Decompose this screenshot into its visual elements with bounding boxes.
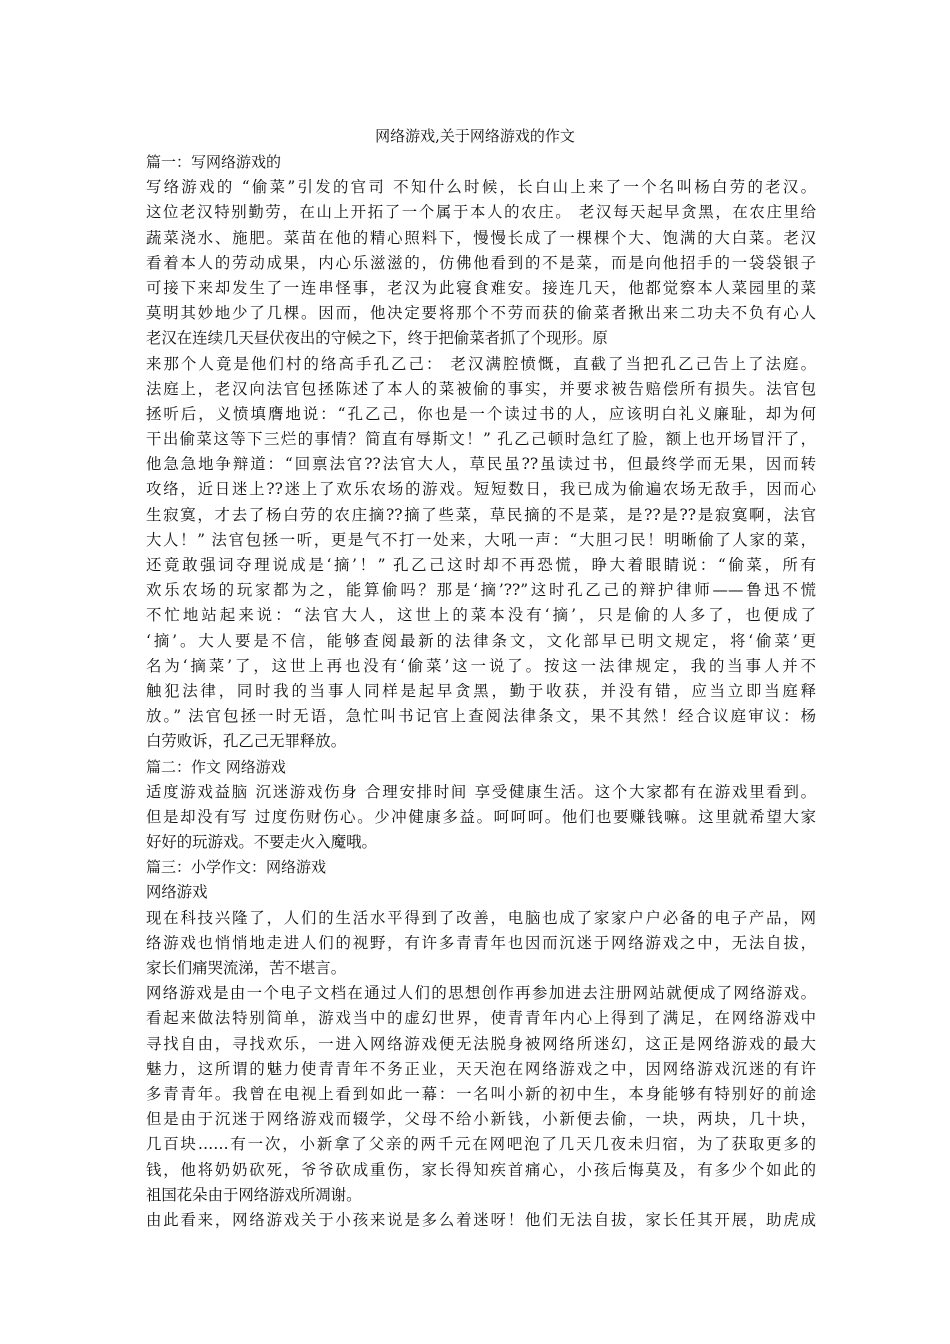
text-line: 网络游戏 — [146, 883, 208, 902]
text-line: 白劳败诉，孔乙己无罪释放。 — [146, 732, 347, 751]
text-line: 适度游戏益脑 沉迷游戏伤身 合理安排时间 享受健康生活。这个大家都有在游戏里看到。 — [146, 782, 816, 801]
text-line: 大人！” 法官包拯一听，更是气不打一处来，大吼一声：“大胆刁民！明晰偷了人家的菜， — [146, 530, 816, 549]
text-line: 蔬菜浇水、施肥。菜苗在他的精心照料下，慢慢长成了一棵棵个大、饱满的大白菜。老汉 — [146, 228, 816, 247]
text-line: 多青青年。我曾在电视上看到如此一幕：一名叫小新的初中生，本身能够有特别好的前途 — [146, 1084, 816, 1103]
text-line: 触犯法律，同时我的当事人同样是起早贪黑，勤于收获，并没有错，应当立即当庭释 — [146, 681, 816, 700]
text-line: 看起来做法特别简单，游戏当中的虚幻世界，使青青年内心上得到了满足，在网络游戏中 — [146, 1009, 816, 1028]
document-title: 网络游戏,关于网络游戏的作文 — [375, 127, 575, 145]
text-line: 络游戏也悄悄地走进人们的视野，有许多青青年也因而沉迷于网络游戏之中，无法自拔， — [146, 933, 816, 952]
text-line: 来那个人竟是他们村的络高手孔乙己： 老汉满腔愤慨，直截了当把孔乙己告上了法庭。 — [146, 354, 816, 373]
text-line: 可接下来却发生了一连串怪事，老汉为此寝食难安。接连几天，他都觉察本人菜园里的菜 — [146, 278, 816, 297]
text-line: 钱，他将奶奶砍死，爷爷砍成重伤，家长得知疾首痛心，小孩后悔莫及，有多少个如此的 — [146, 1160, 816, 1179]
text-line: 老汉在连续几天昼伏夜出的守候之下，终于把偷菜者抓了个现形。原 — [146, 329, 608, 348]
text-line: 欢乐农场的玩家都为之，能算偷吗？那是‘摘’??”这时孔乙己的辩护律师——鲁迅不慌 — [146, 581, 816, 600]
text-line: 寻找自由，寻找欢乐，一进入网络游戏便无法脱身被网络所迷幻，这正是网络游戏的最大 — [146, 1034, 816, 1053]
text-line: ‘摘’。大人要是不信，能够查阅最新的法律条文，文化部早已明文规定，将‘偷菜’更 — [146, 631, 816, 650]
text-line: 他急急地争辩道：“回禀法官??法官大人，草民虽??虽读过书，但最终学而无果，因而转 — [146, 455, 816, 474]
text-line: 干出偷菜这等下三烂的事情？简直有辱斯文！” 孔乙己顿时急红了脸，额上也开场冒汗了， — [146, 430, 816, 449]
text-line: 祖国花朵由于网络游戏所凋谢。 — [146, 1185, 362, 1204]
text-line: 由此看来，网络游戏关于小孩来说是多么着迷呀！他们无法自拔，家长任其开展，助虎成 — [146, 1210, 816, 1229]
text-line: 还竟敢强词夺理说成是‘摘’！” 孔乙己这时却不再恐慌，睁大着眼睛说：“偷菜，所有 — [146, 556, 816, 574]
text-line: 好好的玩游戏。不要走火入魔哦。 — [146, 833, 377, 852]
text-line: 法庭上，老汉向法官包拯陈述了本人的菜被偷的事实，并要求被告赔偿所有损失。法官包 — [146, 379, 816, 398]
text-line: 网络游戏是由一个电子文档在通过人们的思想创作再参加进去注册网站就便成了网络游戏。 — [146, 984, 816, 1003]
section-heading: 篇三：小学作文：网络游戏 — [146, 858, 327, 877]
section-heading: 篇一：写网络游戏的 — [146, 153, 282, 171]
text-line: 现在科技兴隆了，人们的生活水平得到了改善，电脑也成了家家户户必备的电子产品，网 — [146, 908, 816, 927]
text-line: 生寂寞，才去了杨白劳的农庄摘??摘了些菜，草民摘的不是菜，是??是??是寂寞啊，法官 — [146, 505, 816, 524]
text-line: 放。” 法官包拯一时无语，急忙叫书记官上查阅法律条文，果不其然！经合议庭审议：杨 — [146, 707, 816, 726]
text-line: 看着本人的劳动成果，内心乐滋滋的，仿佛他看到的不是菜，而是向他招手的一袋袋银子 — [146, 253, 816, 272]
text-line: 几百块……有一次，小新拿了父亲的两千元在网吧泡了几天几夜未归宿，为了获取更多的 — [146, 1135, 816, 1154]
document-body — [146, 150, 816, 1233]
text-line: 写络游戏的 “偷菜”引发的官司 不知什么时候，长白山上来了一个名叫杨白劳的老汉。 — [146, 178, 816, 197]
text-line: 这位老汉特别勤劳，在山上开拓了一个属于本人的农庄。 老汉每天起早贪黑，在农庄里给 — [146, 203, 816, 222]
text-line: 不忙地站起来说：“法官大人，这世上的菜本没有‘摘’，只是偷的人多了，也便成了 — [146, 606, 816, 625]
text-line: 拯听后，义愤填膺地说：“孔乙己，你也是一个读过书的人，应该明白礼义廉耻，却为何 — [146, 404, 816, 423]
text-line: 莫明其妙地少了几棵。因而，他决定要将那个不劳而获的偷菜者揪出来二功夫不负有心人 — [146, 304, 816, 323]
text-line: 家长们痛哭流涕，苦不堪言。 — [146, 959, 347, 977]
text-line: 魅力，这所谓的魅力使青青年不务正业，天天泡在网络游戏之中，因网络游戏沉迷的有许 — [146, 1059, 816, 1078]
text-line: 但是由于沉迷于网络游戏而辍学，父母不给小新钱，小新便去偷，一块，两块，几十块， — [146, 1110, 816, 1129]
text-line: 但是却没有写 过度伤财伤心。少冲健康多益。呵呵呵。他们也要赚钱嘛。这里就希望大家 — [146, 807, 816, 826]
text-line: 攻络，近日迷上??迷上了欢乐农场的游戏。短短数日，我已成为偷遍农场无敌手，因而心 — [146, 480, 816, 499]
text-line: 名为‘摘菜’了，这世上再也没有‘偷菜’这一说了。按这一法律规定，我的当事人并不 — [146, 656, 816, 675]
section-heading: 篇二：作文 网络游戏 — [146, 757, 286, 776]
